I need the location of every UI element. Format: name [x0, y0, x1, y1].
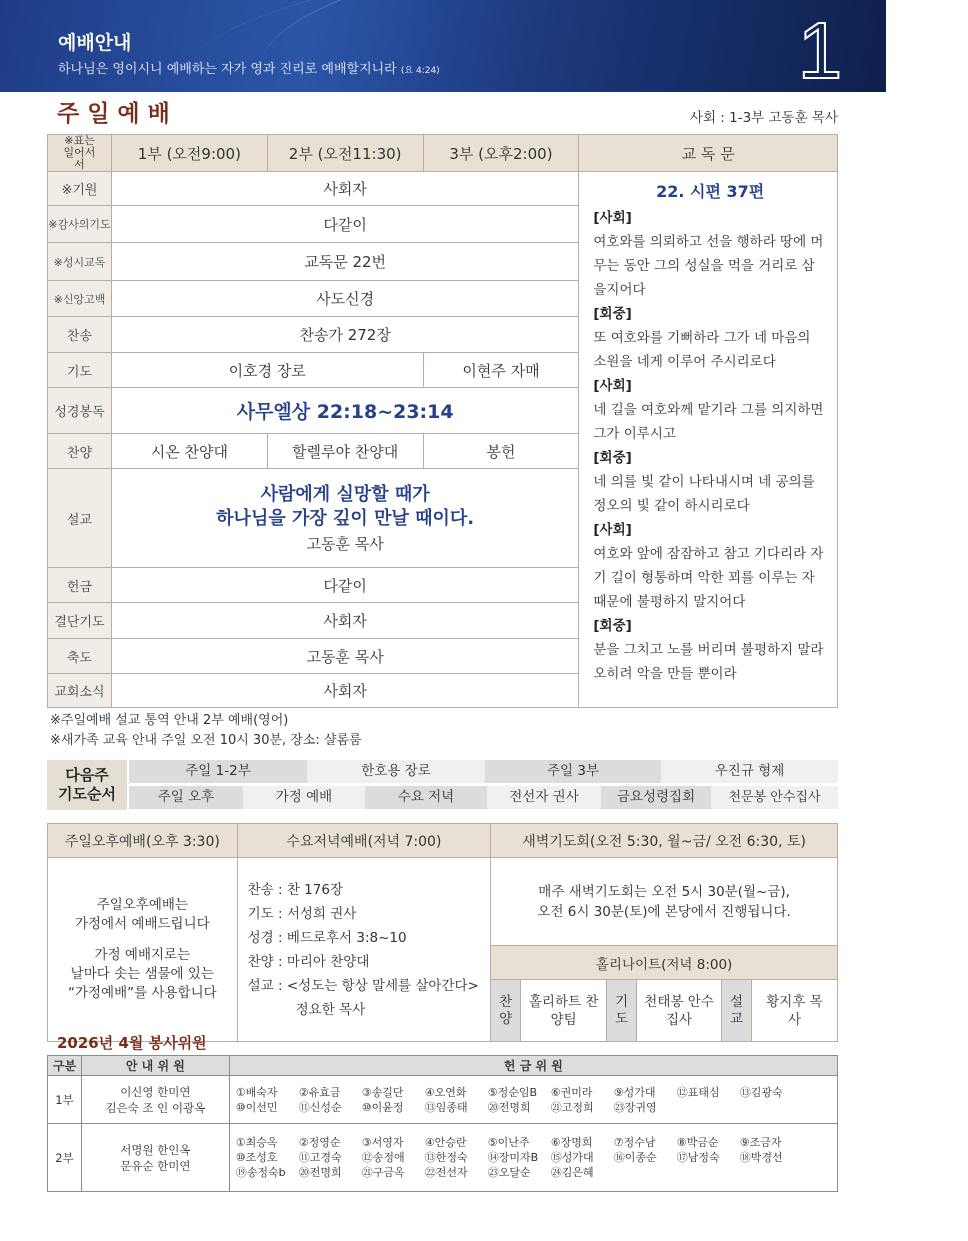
wednesday-body	[237, 858, 491, 1042]
row-value: 할렐루야 찬양대	[267, 434, 423, 469]
offering-volunteer: ⑱박경선	[739, 1151, 783, 1164]
banner-verse: 하나님은 영이시니 예배하는 자가 영과 진리로 예배할지니라 (요 4:24)	[58, 62, 440, 77]
offering-names	[230, 1081, 837, 1119]
prayer-cell: 한호용 장로	[307, 760, 485, 783]
svg-text:1: 1	[797, 6, 843, 95]
offering-volunteer: ⑩이선민	[235, 1100, 278, 1114]
sermon-preacher: 고동훈 목사	[306, 534, 384, 553]
table-header-row	[48, 824, 838, 858]
row-label: 교회소식	[48, 674, 112, 708]
row-label: ※신앙고백	[48, 281, 112, 317]
notes	[50, 711, 362, 751]
offering-volunteer: ㉒전선자	[424, 1166, 468, 1179]
prayer-cell: 천문봉 안수집사	[711, 786, 838, 809]
holy-night-header: 홀리나이트(저녁 8:00)	[491, 946, 838, 980]
vol-guides: 서명원 한인옥 문유순 한미연	[81, 1124, 229, 1192]
vol-header: 안 내 위 원	[81, 1056, 229, 1076]
row-value: 찬송가 272장	[111, 317, 578, 353]
offering-volunteer: ④오연화	[424, 1085, 467, 1099]
offering-volunteer: ⑥장명희	[550, 1136, 593, 1149]
table-row	[48, 1124, 838, 1192]
dawn-body: 매주 새벽기도회는 오전 5시 30분(월~금), 오전 6시 30분(토)에 본당에서 진행됩니다.	[491, 858, 838, 946]
row-value: 이호경 장로	[111, 353, 423, 388]
responsive-header: 교 독 문	[579, 135, 838, 172]
wednesday-header: 수요저녁예배(저녁 7:00)	[237, 824, 491, 858]
offering-volunteer: ⑨성가대	[613, 1085, 656, 1099]
wednesday-item: 성경 : 베드로후서 3:8~10	[247, 929, 407, 946]
prayer-order-label: 다음주 기도순서	[47, 760, 127, 810]
offering-volunteer: ②유효금	[298, 1085, 341, 1099]
service-2: 2부 (오전11:30)	[267, 135, 423, 172]
offering-names	[230, 1131, 837, 1184]
table-row	[48, 1076, 838, 1124]
sermon-title-line2: 하나님을 가장 깊이 만날 때이다.	[216, 507, 475, 529]
offering-volunteer: ⑫표태심	[676, 1085, 720, 1099]
row-value: 이현주 자매	[423, 353, 579, 388]
offering-volunteer: ⑪고경숙	[298, 1151, 342, 1164]
row-label: 기도	[48, 353, 112, 388]
responsive-part: [회중] 또 여호와를 기뻐하라 그가 네 마음의 소원을 네게 이루어 주시리로다	[593, 306, 811, 370]
holy-night-value: 황지후 목사	[751, 980, 837, 1042]
table-header-row	[48, 135, 838, 172]
offering-volunteer: ①배숙자	[235, 1085, 278, 1099]
offering-volunteer: ⑳전명희	[487, 1100, 531, 1114]
volunteers-title: 2026년 4월 봉사위원	[57, 1034, 207, 1052]
offering-volunteer: ⑥권미라	[550, 1085, 593, 1099]
sermon-title-line1: 사람에게 실망할 때가	[260, 483, 430, 505]
offering-volunteer: ㉑구금옥	[361, 1166, 405, 1179]
row-label: ※감사의기도	[48, 206, 112, 243]
responsive-part: [사회] 여호와 앞에 잠잠하고 참고 기다리라 자기 길이 형통하며 악한 꾀를 이루는 자 때문에 불평하지 말지어다	[593, 522, 824, 610]
holy-night-value: 홀리하트 찬양팀	[521, 980, 607, 1042]
note-line: ※새가족 교육 안내 주일 오전 10시 30분, 장소: 샬롬룸	[50, 733, 362, 748]
holy-night-label: 찬양	[491, 980, 521, 1042]
responsive-reading	[579, 172, 838, 708]
prayer-cell: 주일 1-2부	[129, 760, 307, 783]
responsive-part: [회중] 분을 그치고 노를 버리며 불평하지 말라 오히려 악을 만들 뿐이라	[593, 618, 824, 682]
scripture-value: 사무엘상 22:18~23:14	[111, 388, 578, 434]
wednesday-item: 찬송 : 찬 176장	[247, 881, 343, 898]
table-row	[48, 858, 838, 946]
banner-title: 예배안내	[58, 32, 132, 54]
holy-night-label: 설교	[722, 980, 752, 1042]
offering-volunteer: ⑮성가대	[550, 1151, 594, 1164]
offering-volunteer: ⑬김광숙	[739, 1085, 783, 1099]
prayer-cell: 가정 예배	[243, 786, 365, 809]
row-value: 다같이	[111, 568, 578, 603]
page-banner	[0, 0, 886, 95]
row-label: 찬양	[48, 434, 112, 469]
offering-volunteer: ⑫송정애	[361, 1151, 405, 1164]
row-value: 사회자	[111, 674, 578, 708]
offering-volunteer: ⑳전명희	[298, 1166, 342, 1179]
offering-volunteer: ⑤정순임B	[487, 1085, 538, 1099]
offering-volunteer: ㉓장귀영	[613, 1100, 657, 1114]
prayer-cell: 주일 3부	[485, 760, 661, 783]
row-label: ※성시교독	[48, 243, 112, 281]
prayer-cell: 주일 오후	[129, 786, 243, 809]
stand-note: ※표는 일어서서	[48, 135, 112, 172]
wednesday-item: 찬양 : 마리아 찬양대	[247, 953, 370, 970]
prayer-cell: 수요 저녁	[365, 786, 487, 809]
offering-volunteer: ⑭장미자B	[487, 1151, 539, 1164]
offering-volunteer: ⑬한정숙	[424, 1151, 468, 1164]
offering-volunteer: ①최승옥	[235, 1136, 278, 1149]
offering-volunteer: ⑩이윤정	[361, 1100, 404, 1114]
row-value: 사회자	[111, 172, 578, 206]
psalm-title: 22. 시편 37편	[656, 182, 765, 201]
vol-part: 1부	[48, 1076, 82, 1124]
vol-part: 2부	[48, 1124, 82, 1192]
row-value: 다같이	[111, 206, 578, 243]
offering-volunteer: ㉔김은혜	[550, 1166, 594, 1179]
offering-volunteer: ⑯이종순	[613, 1151, 657, 1164]
row-value: 봉헌	[423, 434, 579, 469]
offering-volunteer: ⑪신성순	[298, 1100, 342, 1114]
vol-offering	[229, 1124, 837, 1192]
weekday-services-table	[47, 823, 838, 1042]
responsive-part: [사회] 네 길을 여호와께 맡기라 그를 의지하면 그가 이루시고	[593, 378, 824, 442]
row-label: ※기원	[48, 172, 112, 206]
offering-volunteer: ⑲송정숙b	[235, 1166, 286, 1179]
table-header-row	[48, 1056, 838, 1076]
section-title: 주일예배	[57, 101, 178, 127]
holy-night-label: 기도	[607, 980, 637, 1042]
host-info: 사회 : 1-3부 고동훈 목사	[689, 110, 838, 126]
row-label: 찬송	[48, 317, 112, 353]
note-line: ※주일예배 설교 통역 안내 2부 예배(영어)	[50, 713, 289, 728]
table-row	[48, 172, 838, 206]
service-1: 1부 (오전9:00)	[111, 135, 267, 172]
row-label: 헌금	[48, 568, 112, 603]
offering-volunteer: ㉑고정희	[550, 1100, 594, 1114]
offering-volunteer: ③서영자	[361, 1136, 404, 1149]
holy-night-value: 천태봉 안수집사	[637, 980, 722, 1042]
vol-header: 헌 금 위 원	[229, 1056, 837, 1076]
offering-volunteer: ⑤이난주	[487, 1136, 530, 1149]
row-value: 사도신경	[111, 281, 578, 317]
offering-volunteer: ②정영순	[298, 1136, 341, 1149]
sermon-cell	[111, 469, 578, 568]
offering-volunteer: ⑩조성호	[235, 1151, 278, 1164]
offering-volunteer: ㉓오달순	[487, 1166, 531, 1179]
responsive-part: [사회] 여호와를 의뢰하고 선을 행하라 땅에 머무는 동안 그의 성실을 먹을 거리로 삼을지어다	[593, 210, 824, 298]
offering-volunteer: ⑰남정숙	[676, 1151, 720, 1164]
offering-volunteer: ⑬임종태	[424, 1100, 468, 1114]
row-label: 축도	[48, 639, 112, 674]
page-number	[797, 6, 843, 95]
responsive-part: [회중] 네 의를 빛 같이 나타내시며 네 공의를 정오의 빛 같이 하시리로다	[593, 450, 815, 514]
row-value: 사회자	[111, 603, 578, 639]
wednesday-item: 기도 : 서성희 권사	[247, 905, 357, 922]
wednesday-preacher: 정요한 목사	[295, 1001, 366, 1018]
vol-header: 구분	[48, 1056, 82, 1076]
offering-volunteer: ④안승란	[424, 1136, 467, 1149]
offering-volunteer: ⑧박금순	[676, 1136, 719, 1149]
offering-volunteer: ⑦정수남	[613, 1136, 656, 1149]
vol-guides: 이신영 한미연 김은숙 조 인 이광옥	[81, 1076, 229, 1124]
prayer-cell: 우진규 형제	[661, 760, 838, 783]
offering-volunteer: ③송길단	[361, 1085, 404, 1099]
row-value: 시온 찬양대	[111, 434, 267, 469]
sunday-service-table	[47, 134, 838, 708]
dawn-header: 새벽기도회(오전 5:30, 월~금/ 오전 6:30, 토)	[491, 824, 838, 858]
row-label: 설교	[48, 469, 112, 568]
row-value: 교독문 22번	[111, 243, 578, 281]
row-label: 결단기도	[48, 603, 112, 639]
prayer-cell: 금요성령집회	[601, 786, 711, 809]
volunteers-table	[47, 1055, 838, 1192]
offering-volunteer: ⑨조금자	[739, 1136, 782, 1149]
afternoon-header: 주일오후예배(오후 3:30)	[48, 824, 238, 858]
vol-offering	[229, 1076, 837, 1124]
afternoon-body: 주일오후예배는 가정에서 예배드립니다 가정 예배지로는 날마다 솟는 샘물에 있는 “가정예배”를 사용합니다	[48, 858, 238, 1042]
row-label: 성경봉독	[48, 388, 112, 434]
next-prayer-order	[47, 760, 838, 810]
row-value: 고동훈 목사	[111, 639, 578, 674]
service-3: 3부 (오후2:00)	[423, 135, 579, 172]
prayer-cell: 전선자 권사	[487, 786, 601, 809]
wednesday-item: 설교 : <성도는 항상 말세를 살아간다>	[247, 977, 479, 994]
